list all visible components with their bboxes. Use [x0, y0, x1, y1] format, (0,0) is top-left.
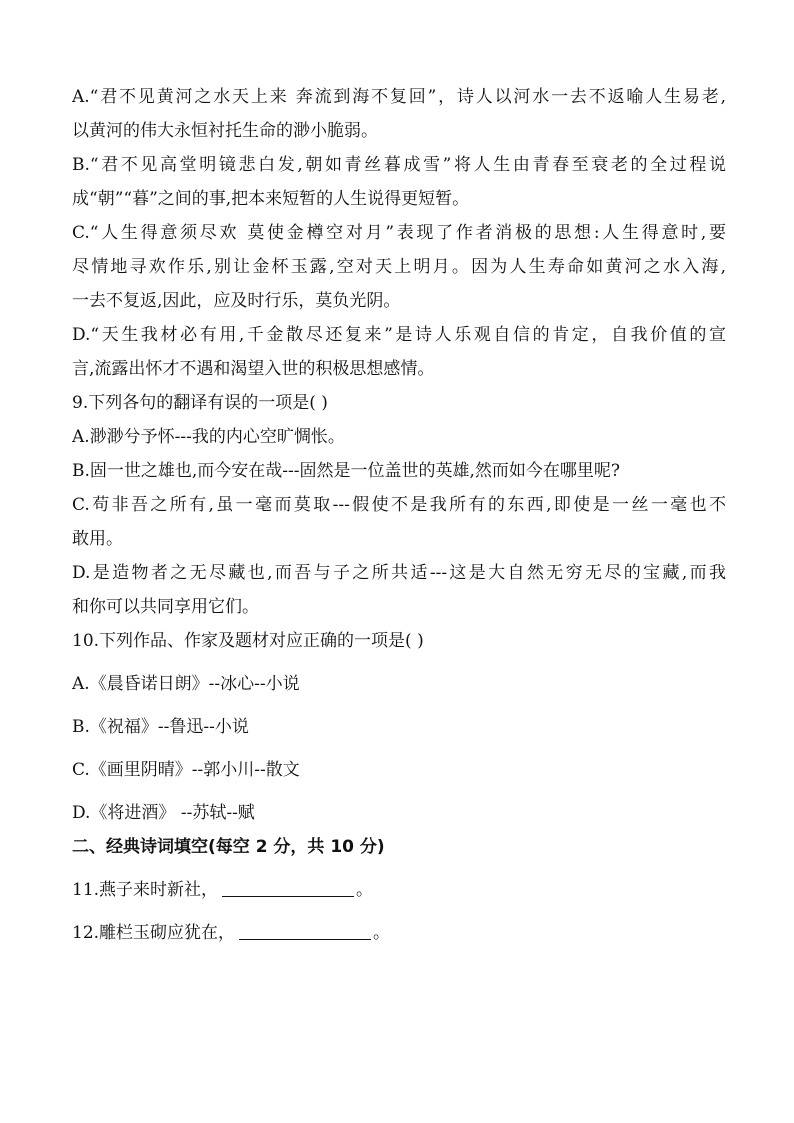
q12-prefix: 12.雕栏玉砌应犹在，	[72, 923, 236, 943]
q8-option-c-line2: 尽情地寻欢作乐,别让金杯玉露,空对天上明月。因为人生寿命如黄河之水入海,	[72, 257, 726, 277]
q9-option-b: B.固一世之雄也,而今安在哉---固然是一位盖世的英雄,然而如今在哪里呢?	[72, 461, 621, 481]
q8-option-c-line1: C.“人生得意须尽欢 莫使金樽空对月”表现了作者消极的思想:人生得意时,要	[72, 223, 726, 243]
q10-option-c: C.《画里阴晴》--郭小川--散文	[72, 760, 300, 780]
q8-option-a-line2: 以黄河的伟大永恒衬托生命的渺小脆弱。	[72, 121, 378, 141]
q9-option-c-line1: C.苟非吾之所有,虽一毫而莫取---假使不是我所有的东西,即使是一丝一毫也不	[72, 495, 726, 515]
q12-suffix: 。	[373, 923, 391, 943]
q8-option-a-line1: A.“君不见黄河之水天上来 奔流到海不复回”，诗人以河水一去不返喻人生易老,	[72, 87, 726, 107]
q11-answer-blank[interactable]	[222, 878, 354, 897]
q12-answer-blank[interactable]	[239, 921, 371, 940]
q11-line	[72, 877, 726, 904]
q9-option-d-line1: D.是造物者之无尽藏也,而吾与子之所共适---这是大自然无穷无尽的宝藏,而我	[72, 563, 726, 583]
q8-option-c-line3: 一去不复返,因此，应及时行乐，莫负光阴。	[72, 291, 401, 311]
q9-option-a: A.渺渺兮予怀---我的内心空旷惆怅。	[72, 427, 345, 447]
exam-page	[72, 84, 726, 954]
q9-option-d-line2: 和你可以共同享用它们。	[72, 597, 259, 617]
q10-option-b: B.《祝福》--鲁迅--小说	[72, 717, 249, 737]
q10-option-a: A.《晨昏诺日朗》--冰心--小说	[72, 674, 300, 694]
q8-option-b-line2: 成“朝”“暮”之间的事,把本来短暂的人生说得更短暂。	[72, 189, 470, 209]
q9-option-c-line2: 敢用。	[72, 529, 123, 549]
q9-stem: 9.下列各句的翻译有误的一项是( )	[72, 393, 328, 413]
q8-option-b-line1: B.“君不见高堂明镜悲白发,朝如青丝暮成雪”将人生由青春至衰老的全过程说	[72, 155, 726, 175]
q12-line	[72, 920, 726, 947]
q10-option-d: D.《将进酒》 --苏轼--赋	[72, 803, 255, 823]
section-2-heading: 二、经典诗词填空(每空 2 分，共 10 分)	[72, 837, 385, 857]
q8-option-d-line1: D.“天生我材必有用,千金散尽还复来”是诗人乐观自信的肯定，自我价值的宣	[72, 325, 726, 345]
q11-prefix: 11.燕子来时新社，	[72, 880, 219, 900]
q11-suffix: 。	[356, 880, 374, 900]
q8-option-d-line2: 言,流露出怀才不遇和渴望入世的积极思想感情。	[72, 359, 435, 379]
q10-stem: 10.下列作品、作家及题材对应正确的一项是( )	[72, 631, 424, 651]
